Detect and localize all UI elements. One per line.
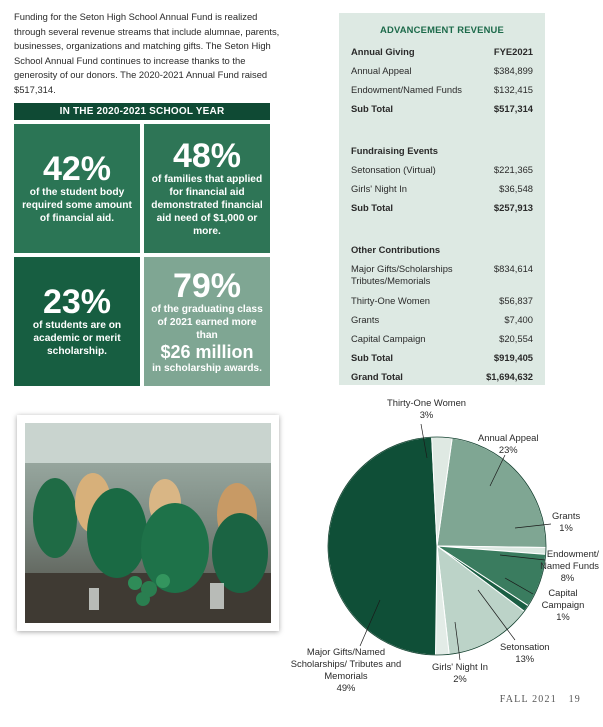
row-value: $257,913 <box>493 202 533 213</box>
row-label: Capital Campaign <box>351 333 426 344</box>
page-footer <box>500 694 581 705</box>
stat-caption: of families that applied for financial aid demonstrated financial aid need of $1,000 or more. <box>151 174 263 237</box>
stat-value: 42% <box>42 150 112 188</box>
row-label: Annual Appeal <box>351 65 412 76</box>
row-value: $132,415 <box>493 84 533 95</box>
pie-label-endowment: Endowment/ Named Funds 8% <box>540 548 599 583</box>
stat-caption: of the student body required some amount of financial aid. <box>22 187 132 224</box>
stat-caption-2: in scholarship awards. <box>152 362 262 374</box>
row-label: Sub Total <box>351 352 394 363</box>
pie-label-thirty-one-women: Thirty-One Women 3% <box>387 397 467 420</box>
row-label: Grand Total <box>351 371 403 382</box>
row-label: Sub Total <box>351 202 394 213</box>
pie-slice-major-gifts-named-scholarships-tributes-and-memorials <box>328 437 437 655</box>
row-label: Sub Total <box>351 103 394 114</box>
row-value: $20,554 <box>499 333 533 344</box>
row-value: $56,837 <box>499 295 533 306</box>
row-label: Thirty-One Women <box>351 295 431 306</box>
year-banner: IN THE 2020-2021 SCHOOL YEAR <box>14 103 270 120</box>
stat-highlight: $26 million <box>160 341 254 362</box>
stat-caption: of the graduating class of 2021 earned more than <box>151 303 263 341</box>
row-value: $517,314 <box>493 103 533 114</box>
row-value: $919,405 <box>493 352 533 363</box>
pie-label-major-gifts: Major Gifts/Named Scholarships/ Tributes and Memorials 49% <box>290 646 402 693</box>
row-label: Setonsation (Virtual) <box>351 164 436 175</box>
row-value: $221,365 <box>493 164 533 175</box>
pie-label-setonsation: Setonsation 13% <box>500 641 550 664</box>
row-value: $36,548 <box>499 183 533 194</box>
section-heading: Other Contributions <box>351 244 441 255</box>
row-value: $834,614 <box>493 263 533 274</box>
stat-caption: of students are on academic or merit scholarship. <box>32 320 122 357</box>
pie-label-grants: Grants 1% <box>552 510 581 533</box>
section-heading: Annual Giving <box>351 46 415 57</box>
revenue-title: ADVANCEMENT REVENUE <box>380 24 504 35</box>
intro-paragraph: Funding for the Seton High School Annual Fund is realized through several revenue streams that include alumnae, parents, businesses, organizations and matching gifts. The Seton High School Annual Fund continues to increase thanks to the generosity of our donors. The 2020-2021 Annual Fund raised $517,314. <box>14 11 280 95</box>
section-heading: Fundraising Events <box>351 145 438 156</box>
stat-value: 23% <box>42 283 112 321</box>
issue-label: FALL 2021 <box>499 694 557 705</box>
row-value: $1,694,632 <box>486 371 533 382</box>
pie-label-girls-night-in: Girls' Night In 2% <box>432 661 488 684</box>
row-label: Major Gifts/Scholarships Tributes/Memorials <box>351 263 453 286</box>
pie-label-annual-appeal: Annual Appeal 23% <box>478 432 539 455</box>
row-value: $7,400 <box>504 314 533 325</box>
row-value: $384,899 <box>493 65 533 76</box>
row-label: Girls' Night In <box>351 183 407 194</box>
stat-value: 48% <box>172 137 242 175</box>
pie-label-capital-campaign: Capital Campaign 1% <box>541 587 585 622</box>
row-label: Grants <box>351 314 380 325</box>
page-number: 19 <box>568 694 581 705</box>
stat-value: 79% <box>172 266 242 305</box>
row-label: Endowment/Named Funds <box>351 84 462 95</box>
column-header: FYE2021 <box>493 46 533 57</box>
